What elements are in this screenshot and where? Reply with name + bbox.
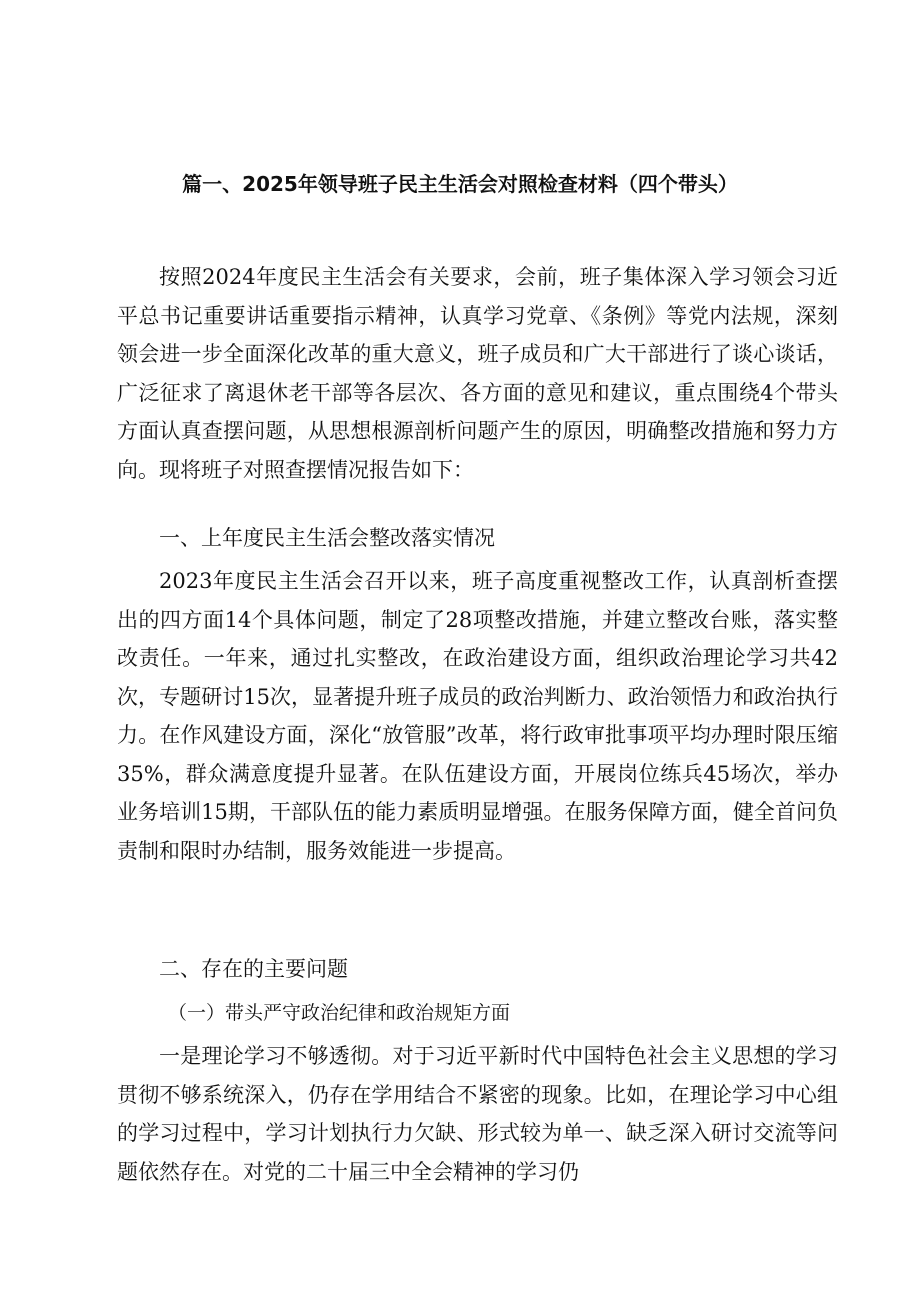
section2-heading: 二、存在的主要问题 [159, 957, 348, 981]
document-title: 篇一、2025年领导班子民主生活会对照检查材料（四个带头） [182, 172, 738, 196]
section1-paragraph: 2023年度民主生活会召开以来，班子高度重视整改工作，认真剖析查摆出的四方面14个具体问题，制定了28项整改措施，并建立整改台账，落实整改责任。一年来，通过扎实整改，在政治建设方面，组织政治理论学习共42次，专题研讨15次，显著提升班子成员的政治判断力、政治领悟力和政治执行力。在作风建设方面，深化“放管服”改革，将行政审批事项平均办理时限压缩35%，群众满意度提升显著。在队伍建设方面，开展岗位练兵45场次，举办业务培训15期，干部队伍的能力素质明显增强。在服务保障方面，健全首问负责制和限时办结制，服务效能进一步提高。 [117, 569, 838, 863]
subsection1-heading: （一）带头严守政治纪律和政治规矩方面 [168, 1002, 511, 1024]
subsection1-paragraph: 一是理论学习不够透彻。对于习近平新时代中国特色社会主义思想的学习贯彻不够系统深入，仍存在学用结合不紧密的现象。比如，在理论学习中心组的学习过程中，学习计划执行力欠缺、形式较为单一、缺乏深入研讨交流等问题依然存在。对党的二十届三中全会精神的学习仍 [117, 1044, 838, 1184]
section1-heading: 一、上年度民主生活会整改落实情况 [159, 526, 495, 550]
intro-paragraph: 按照2024年度民主生活会有关要求，会前，班子集体深入学习领会习近平总书记重要讲话重要指示精神，认真学习党章、《条例》等党内法规，深刻领会进一步全面深化改革的重大意义，班子成员和广大干部进行了谈心谈话，广泛征求了离退休老干部等各层次、各方面的意见和建议，重点围绕4个带头方面认真查摆问题，从思想根源剖析问题产生的原因，明确整改措施和努力方向。现将班子对照查摆情况报告如下： [117, 265, 838, 482]
